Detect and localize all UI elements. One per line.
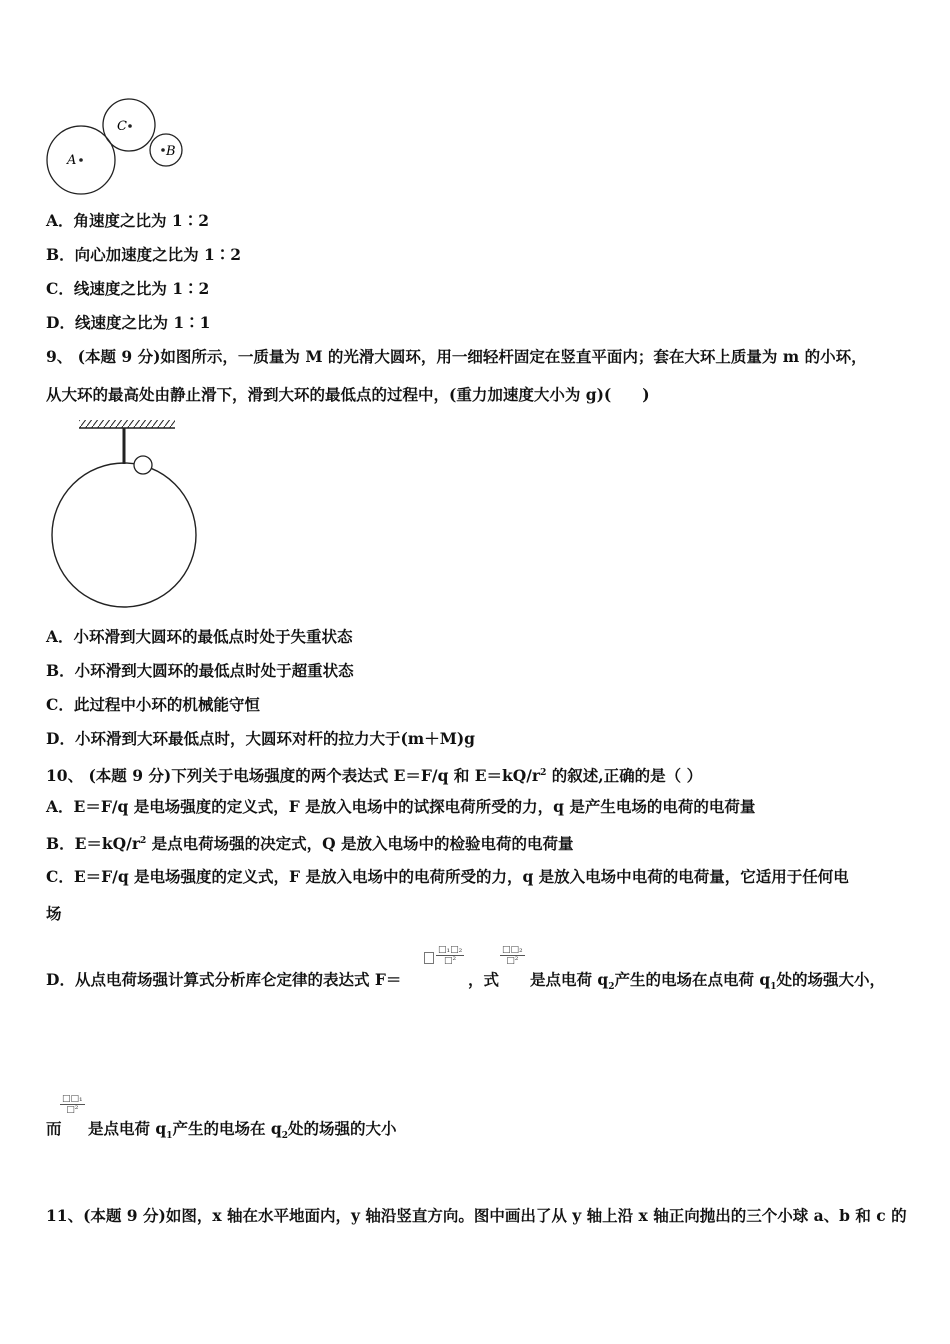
- q9-option-a: A．小环滑到大圆环的最低点时处于失重状态: [46, 627, 353, 646]
- q9-stem-line1: 9、 (本题 9 分)如图所示，一质量为 M 的光滑大圆环，用一细轻杆固定在竖直平面内；套在大环上质量为 m 的小环，: [46, 347, 867, 366]
- q9-option-b: B．小环滑到大圆环的最低点时处于超重状态: [46, 661, 354, 680]
- label-a: A: [67, 153, 77, 168]
- q10-option-d-text1: D．从点电荷场强计算式分析库仑定律的表达式 F＝: [46, 970, 402, 989]
- q11-stem: 11、(本题 9 分)如图，x 轴在水平地面内，y 轴沿竖直方向。图中画出了从 y 轴上沿 x 轴正向抛出的三个小球 a、b 和 c 的: [46, 1206, 907, 1225]
- q10-option-c-line1: C．E＝F/q 是电场强度的定义式，F 是放入电场中的电荷所受的力，q 是放入电场中电荷的电荷量，它适用于任何电: [46, 867, 849, 886]
- small-ring: [134, 456, 152, 474]
- formula-placeholder-icon: [424, 952, 434, 964]
- large-ring: [52, 463, 196, 607]
- q9-ring-figure: [45, 418, 205, 613]
- ceiling-hatch: [79, 420, 175, 428]
- q8-option-c: C．线速度之比为 1∶2: [46, 279, 210, 298]
- q9-option-c: C．此过程中小环的机械能守恒: [46, 695, 260, 714]
- q10-option-c-line2: 场: [46, 904, 62, 923]
- label-b: B: [166, 144, 176, 159]
- q8-option-a: A．角速度之比为 1∶2: [46, 211, 209, 230]
- q8-option-d: D．线速度之比为 1∶1: [46, 313, 211, 332]
- q8-circles-figure: [40, 96, 190, 198]
- q9-option-d: D．小环滑到大环最低点时，大圆环对杆的拉力大于(m＋M)g: [46, 729, 476, 748]
- q9-stem-line2: 从大环的最高处由静止滑下，滑到大环的最低点的过程中，(重力加速度大小为 g)( ): [46, 385, 650, 404]
- label-c: C: [117, 119, 127, 134]
- q10-fraction-3: □□₁ □²: [62, 1094, 83, 1115]
- q10-option-a: A．E＝F/q 是电场强度的定义式，F 是放入电场中的试探电荷所受的力，q 是产生电场的电荷的电荷量: [46, 797, 756, 816]
- q10-option-d-text2: ，式: [468, 970, 500, 989]
- q8-option-b: B．向心加速度之比为 1∶2: [46, 245, 242, 264]
- q10-option-d-text3: 是点电荷 $q_2$产生的电场在点电荷 $q_1$处的场强大小，: [530, 970, 886, 993]
- q10-option-b: B．$E=kQ/r^2$ 是点电荷场强的决定式，Q 是放入电场中的检验电荷的电荷量: [46, 834, 574, 854]
- q10-stem: 10、 (本题 9 分)下列关于电场强度的两个表达式 E＝F/q 和 $E=kQ/r^2$ 的叙述,正确的是（ ）: [46, 766, 703, 786]
- q10-tail-text: 是点电荷 $q_1$产生的电场在 $q_2$处的场强的大小: [88, 1119, 397, 1142]
- q10-fraction-2: □□₂ □²: [502, 945, 523, 966]
- q10-tail-er: 而: [46, 1119, 62, 1138]
- q10-fraction-1: □₁□₂ □²: [438, 945, 463, 966]
